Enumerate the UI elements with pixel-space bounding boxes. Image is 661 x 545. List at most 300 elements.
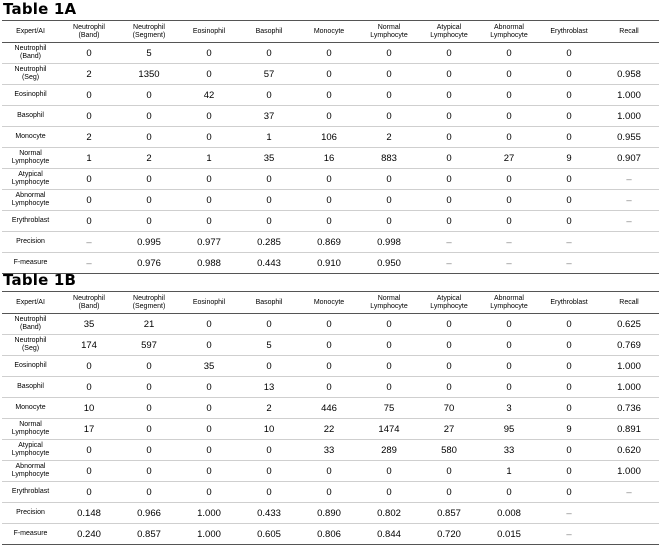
table-cell: 0.605 [239, 524, 299, 545]
table-cell: 0 [539, 314, 599, 335]
table-cell: – [539, 253, 599, 274]
table-cell: 0.148 [59, 503, 119, 524]
table-cell: 0 [479, 106, 539, 127]
table-cell: 0 [119, 440, 179, 461]
table-cell: 0 [239, 356, 299, 377]
table-cell: 22 [299, 419, 359, 440]
table-cell: 42 [179, 85, 239, 106]
table-cell: 0 [119, 85, 179, 106]
table-cell: 0 [479, 314, 539, 335]
table-cell: 2 [59, 64, 119, 85]
table-cell: 0 [59, 85, 119, 106]
table-cell: 0 [479, 127, 539, 148]
table-row [2, 377, 659, 398]
row-header-line: Lymphocyte [11, 179, 50, 186]
table-cell: 0 [359, 190, 419, 211]
table-cell: – [59, 232, 119, 253]
column-header-line: (Band) [78, 31, 100, 39]
column-header-line: Erythroblast [550, 298, 588, 306]
table-cell: 0 [179, 440, 239, 461]
column-header [179, 21, 239, 43]
table-cell: 0 [179, 419, 239, 440]
column-header-line: Lymphocyte [490, 302, 528, 310]
table-cell: 0.769 [599, 335, 659, 356]
table-cell: 35 [59, 314, 119, 335]
table-cell: 0 [299, 190, 359, 211]
table-cell: 0.285 [239, 232, 299, 253]
table-row [2, 440, 659, 461]
column-header-line: Neutrophil [133, 23, 165, 31]
table-cell: 0.966 [119, 503, 179, 524]
table-cell: 0 [479, 482, 539, 503]
table-cell: 0.720 [419, 524, 479, 545]
table-cell: 0 [59, 43, 119, 64]
table-cell: 0 [59, 377, 119, 398]
table-cell: – [59, 253, 119, 274]
table-cell: 35 [239, 148, 299, 169]
column-header-line: Erythroblast [550, 27, 588, 35]
table-cell: 0 [479, 169, 539, 190]
table-cell: 0 [539, 398, 599, 419]
table-cell: 0.008 [479, 503, 539, 524]
table-cell: 0 [59, 106, 119, 127]
table-cell: – [479, 253, 539, 274]
column-header-line: Abnormal [494, 294, 524, 302]
table-cell: 0 [359, 169, 419, 190]
table-cell: 0.907 [599, 148, 659, 169]
table-cell: 0 [539, 64, 599, 85]
table-cell: – [419, 253, 479, 274]
table-cell: 174 [59, 335, 119, 356]
table-cell: – [479, 232, 539, 253]
table-cell: 0.844 [359, 524, 419, 545]
table-cell: 21 [119, 314, 179, 335]
row-header [2, 503, 59, 524]
row-header [2, 314, 59, 335]
table-cell: 0 [419, 148, 479, 169]
table-cell: 0.015 [479, 524, 539, 545]
table-cell: 0 [59, 211, 119, 232]
table-cell: 883 [359, 148, 419, 169]
table-cell: 0 [539, 440, 599, 461]
table-row [2, 85, 659, 106]
table-cell: 0 [299, 356, 359, 377]
table-row [2, 461, 659, 482]
table-cell: 0 [479, 211, 539, 232]
table-cell: 0 [539, 106, 599, 127]
row-header [2, 461, 59, 482]
table-cell: 0 [419, 190, 479, 211]
column-header-line: Normal [377, 23, 401, 31]
table-cell: 0.988 [179, 253, 239, 274]
table-cell: 1 [239, 127, 299, 148]
row-header [2, 482, 59, 503]
table-1b-title: Table 1B [3, 271, 77, 289]
table-cell: 37 [239, 106, 299, 127]
column-header [119, 21, 179, 43]
table-cell: 33 [479, 440, 539, 461]
table-row [2, 356, 659, 377]
column-header [419, 21, 479, 43]
column-header [479, 21, 539, 43]
table-cell: 9 [539, 148, 599, 169]
table-1b [2, 291, 659, 545]
table-cell: 0.433 [239, 503, 299, 524]
table-cell: 0 [179, 482, 239, 503]
table-cell: 1.000 [179, 524, 239, 545]
row-header [2, 356, 59, 377]
table-cell: 0.869 [299, 232, 359, 253]
column-header [239, 21, 299, 43]
table-cell: 0 [539, 190, 599, 211]
table-cell [599, 524, 659, 545]
table-row [2, 169, 659, 190]
column-header-line: (Segment) [132, 302, 166, 310]
row-header-line: Basophil [17, 112, 44, 119]
row-header-line: Neutrophil [14, 66, 47, 73]
column-header-line: Normal [377, 294, 401, 302]
row-header [2, 85, 59, 106]
table-cell: 0 [419, 85, 479, 106]
table-cell: 0 [479, 356, 539, 377]
table-cell: 0 [239, 461, 299, 482]
row-header-line: Lymphocyte [11, 158, 50, 165]
table-cell: – [599, 169, 659, 190]
table-cell: 0 [59, 190, 119, 211]
table-cell: 0 [59, 482, 119, 503]
column-header [599, 21, 659, 43]
row-header-line: Eosinophil [14, 91, 47, 98]
row-header [2, 127, 59, 148]
table-cell: 0 [179, 190, 239, 211]
table-row [2, 524, 659, 545]
table-cell: 3 [479, 398, 539, 419]
table-cell: 0 [479, 190, 539, 211]
column-header-line: Atypical [436, 294, 462, 302]
table-cell: 5 [239, 335, 299, 356]
table-cell: 0 [179, 335, 239, 356]
table-cell: 0 [119, 106, 179, 127]
row-header-line: (Band) [19, 324, 41, 331]
table-cell: – [599, 211, 659, 232]
row-header-line: (Band) [19, 53, 41, 60]
column-header [419, 292, 479, 314]
row-header [2, 106, 59, 127]
table-cell: 1474 [359, 419, 419, 440]
table-cell: 27 [479, 148, 539, 169]
table-cell: 75 [359, 398, 419, 419]
table-cell: 0.976 [119, 253, 179, 274]
table-cell: 0 [539, 335, 599, 356]
table-cell: 0 [539, 127, 599, 148]
table-cell: 0 [359, 335, 419, 356]
table-cell: 0 [179, 127, 239, 148]
table-cell: 0 [539, 169, 599, 190]
table-cell: 2 [239, 398, 299, 419]
table-cell: 0 [239, 190, 299, 211]
table-row [2, 232, 659, 253]
column-header [599, 292, 659, 314]
table-cell: 5 [119, 43, 179, 64]
table-cell: 0 [179, 461, 239, 482]
table-cell: 0.857 [119, 524, 179, 545]
column-header-line: Lymphocyte [430, 302, 468, 310]
table-cell: 0 [539, 43, 599, 64]
table-row [2, 190, 659, 211]
table-1a [2, 20, 659, 274]
row-header [2, 43, 59, 64]
table-cell: 0.891 [599, 419, 659, 440]
table-row [2, 335, 659, 356]
column-header-line: Expert/AI [16, 27, 45, 35]
column-header [539, 21, 599, 43]
table-cell: 0.620 [599, 440, 659, 461]
table-cell [599, 503, 659, 524]
table-cell: 1.000 [599, 85, 659, 106]
table-cell: 0 [419, 211, 479, 232]
table-row [2, 106, 659, 127]
table-cell: 0 [359, 314, 419, 335]
table-cell: 0 [299, 85, 359, 106]
table-cell: 1.000 [599, 377, 659, 398]
table-cell: 0.955 [599, 127, 659, 148]
table-cell: 0 [239, 43, 299, 64]
table-row [2, 211, 659, 232]
row-header-line: F-measure [13, 530, 48, 537]
row-header-line: Monocyte [15, 404, 46, 411]
table-1a-title: Table 1A [3, 0, 77, 18]
table-cell: 0 [239, 169, 299, 190]
table-cell: – [539, 524, 599, 545]
table-cell: 0 [179, 169, 239, 190]
table-cell: 0 [119, 211, 179, 232]
table-cell: 1.000 [599, 356, 659, 377]
row-header [2, 148, 59, 169]
table-cell: 0 [299, 461, 359, 482]
table-cell: 0 [539, 482, 599, 503]
column-header [359, 21, 419, 43]
table-cell: 2 [119, 148, 179, 169]
table-cell: 0.950 [359, 253, 419, 274]
table-cell: 0 [359, 64, 419, 85]
table-cell: 0 [419, 169, 479, 190]
table-cell: 1.000 [599, 106, 659, 127]
row-header-line: Neutrophil [14, 337, 47, 344]
row-header [2, 211, 59, 232]
table-cell: 0 [299, 335, 359, 356]
table-cell: 0 [119, 169, 179, 190]
column-header-line: Eosinophil [192, 27, 226, 35]
table-cell: 0 [539, 85, 599, 106]
column-header-line: Neutrophil [133, 294, 165, 302]
table-cell: 0.802 [359, 503, 419, 524]
table-cell: 597 [119, 335, 179, 356]
table-cell: 0 [539, 356, 599, 377]
row-header-line: (Seg) [21, 345, 40, 352]
table-cell: 446 [299, 398, 359, 419]
row-header-line: Abnormal [15, 192, 46, 199]
column-header [59, 292, 119, 314]
column-header-line: (Segment) [132, 31, 166, 39]
table-cell: 0.625 [599, 314, 659, 335]
table-cell: 0 [419, 106, 479, 127]
table-row [2, 148, 659, 169]
table-cell: 0 [479, 43, 539, 64]
column-header [119, 292, 179, 314]
column-header-line: Abnormal [494, 23, 524, 31]
table-row [2, 127, 659, 148]
column-header-line: Lymphocyte [490, 31, 528, 39]
table-cell: 0 [119, 356, 179, 377]
table-cell: 0 [359, 106, 419, 127]
table-cell: 106 [299, 127, 359, 148]
row-header-line: Lymphocyte [11, 200, 50, 207]
table-cell: 0 [419, 314, 479, 335]
column-header-line: Atypical [436, 23, 462, 31]
table-cell: 0 [119, 461, 179, 482]
row-header-line: Lymphocyte [11, 471, 50, 478]
column-header-line: Eosinophil [192, 298, 226, 306]
column-header-line: Neutrophil [73, 294, 105, 302]
table-cell: 0 [179, 106, 239, 127]
table-cell: 0 [239, 440, 299, 461]
column-header-line: Monocyte [313, 27, 345, 35]
table-cell: 0 [299, 64, 359, 85]
table-cell: 0 [359, 377, 419, 398]
row-header-line: Lymphocyte [11, 450, 50, 457]
table-row [2, 64, 659, 85]
table-cell: 0 [179, 314, 239, 335]
table-cell: 0 [359, 461, 419, 482]
table-cell: 0 [179, 398, 239, 419]
table-cell: 0 [179, 64, 239, 85]
table-cell: 0 [119, 398, 179, 419]
column-header-line: Basophil [255, 298, 283, 306]
table-cell: 0.995 [119, 232, 179, 253]
row-header-line: Neutrophil [14, 316, 47, 323]
table-cell: – [419, 232, 479, 253]
column-header [179, 292, 239, 314]
table-cell: 0.890 [299, 503, 359, 524]
table-cell: – [539, 232, 599, 253]
table-cell: 0 [119, 377, 179, 398]
row-header [2, 440, 59, 461]
table-cell: 0 [419, 43, 479, 64]
row-header-line: Neutrophil [14, 45, 47, 52]
table-cell: 0 [59, 440, 119, 461]
table-cell: 13 [239, 377, 299, 398]
table-cell: 0 [419, 377, 479, 398]
row-header-line: Lymphocyte [11, 429, 50, 436]
table-cell: 0 [419, 127, 479, 148]
table-header-row [2, 21, 659, 43]
table-cell: 1350 [119, 64, 179, 85]
table-cell: 0 [419, 335, 479, 356]
table-cell: 0 [299, 482, 359, 503]
column-header [539, 292, 599, 314]
table-cell: 0 [479, 335, 539, 356]
table-cell: 27 [419, 419, 479, 440]
table-cell: 1 [179, 148, 239, 169]
column-header-line: Monocyte [313, 298, 345, 306]
table-cell: 95 [479, 419, 539, 440]
row-header [2, 190, 59, 211]
table-cell [599, 253, 659, 274]
table-cell: 0 [239, 482, 299, 503]
table-cell: 0.958 [599, 64, 659, 85]
table-cell: 0 [359, 43, 419, 64]
table-cell: 0 [419, 356, 479, 377]
table-cell: 0 [119, 419, 179, 440]
table-cell: 0 [299, 314, 359, 335]
row-header [2, 524, 59, 545]
table-cell: 0 [359, 85, 419, 106]
table-cell: 2 [59, 127, 119, 148]
column-header [359, 292, 419, 314]
table-cell: 9 [539, 419, 599, 440]
table-cell: 0.977 [179, 232, 239, 253]
table-cell: 0 [119, 127, 179, 148]
table-cell: 0 [539, 377, 599, 398]
table-cell: 0.857 [419, 503, 479, 524]
row-header-line: Normal [19, 150, 42, 157]
row-header [2, 64, 59, 85]
table-cell: 17 [59, 419, 119, 440]
table-cell: 0 [59, 169, 119, 190]
table-cell: 0 [179, 211, 239, 232]
row-header [2, 419, 59, 440]
table-cell: 0 [299, 211, 359, 232]
table-cell: 0 [119, 190, 179, 211]
table-cell: 0.240 [59, 524, 119, 545]
row-header-line: Precision [16, 238, 45, 245]
row-header-line: Precision [16, 509, 45, 516]
table-cell: 0 [539, 461, 599, 482]
table-cell: 0 [239, 85, 299, 106]
column-header-line: Neutrophil [73, 23, 105, 31]
table-cell: – [599, 190, 659, 211]
column-header-line: Recall [619, 27, 639, 35]
table-cell: 0 [239, 211, 299, 232]
table-cell: – [599, 482, 659, 503]
column-header-line: (Band) [78, 302, 100, 310]
row-header-line: Atypical [18, 442, 43, 449]
table-cell: 1.000 [179, 503, 239, 524]
table-cell: – [539, 503, 599, 524]
table-cell: 0 [479, 85, 539, 106]
column-header [2, 292, 59, 314]
column-header [2, 21, 59, 43]
column-header [299, 292, 359, 314]
row-header-line: Erythroblast [11, 488, 50, 495]
column-header-line: Lymphocyte [430, 31, 468, 39]
row-header-line: Abnormal [15, 463, 46, 470]
table-row [2, 253, 659, 274]
row-header-line: Eosinophil [14, 362, 47, 369]
table-header-row [2, 292, 659, 314]
table-cell: 0 [299, 377, 359, 398]
table-cell: 0 [239, 314, 299, 335]
table-cell: 0.736 [599, 398, 659, 419]
table-row [2, 43, 659, 64]
table-cell: 580 [419, 440, 479, 461]
table-cell: 0 [179, 377, 239, 398]
column-header [59, 21, 119, 43]
column-header-line: Expert/AI [16, 298, 45, 306]
row-header-line: F-measure [13, 259, 48, 266]
table-cell: 0.806 [299, 524, 359, 545]
table-cell: 0 [59, 461, 119, 482]
